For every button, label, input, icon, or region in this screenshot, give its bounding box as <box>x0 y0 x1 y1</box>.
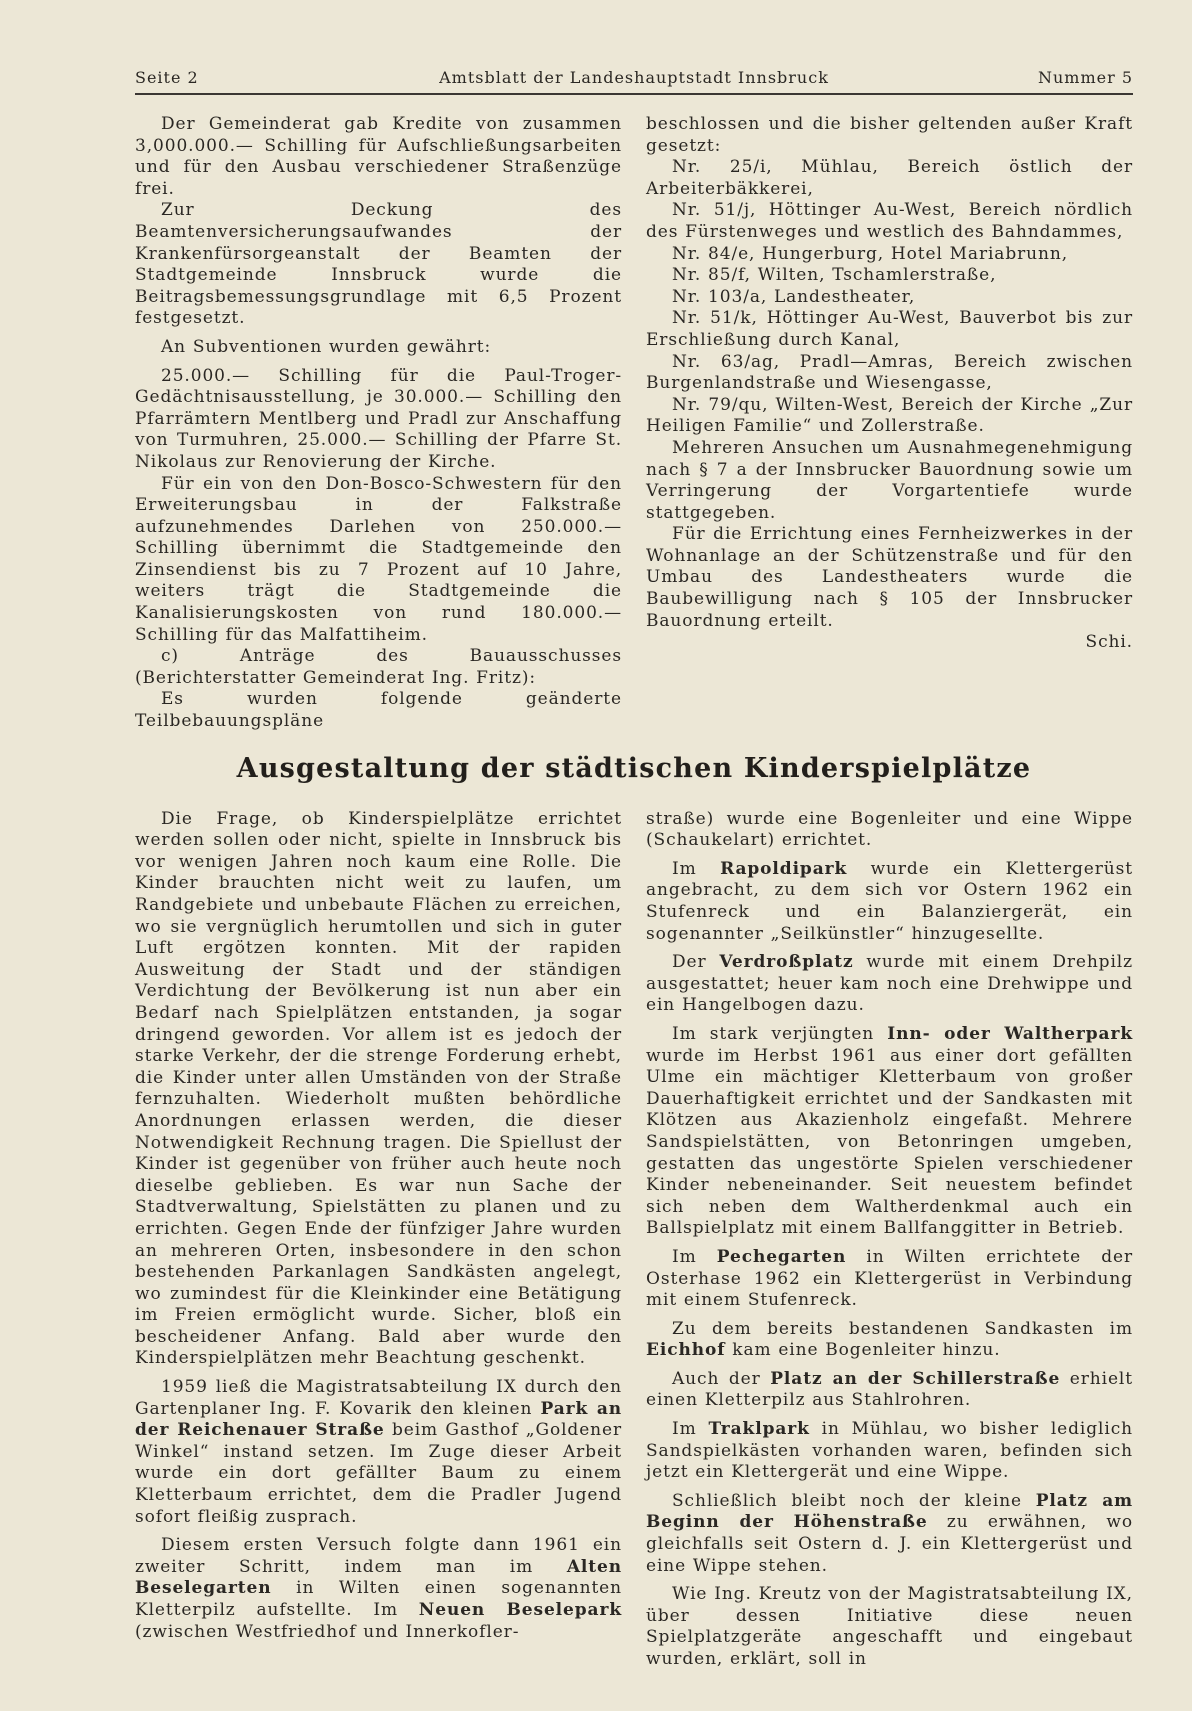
text-run: Schließlich bleibt noch der kleine <box>672 1490 1036 1511</box>
paragraph <box>135 1535 622 1643</box>
paragraph <box>646 308 1133 351</box>
paragraph <box>646 1319 1133 1362</box>
paragraph <box>646 1584 1133 1670</box>
paragraph <box>646 287 1133 309</box>
text-run: Der <box>672 952 720 973</box>
header-divider <box>135 93 1133 95</box>
text-run: Im <box>672 1246 717 1267</box>
text-run: Wie Ing. Kreutz von der Magistratsabteilung IX, über dessen Initiative diese neuen Spielplatzgeräte angeschafft und eingebaut wurden, erklärt, soll in <box>646 1584 1133 1669</box>
paragraph <box>135 689 622 732</box>
paragraph <box>646 952 1133 1017</box>
text-run: Im <box>672 858 721 879</box>
paragraph <box>646 1024 1133 1240</box>
article-column-right <box>646 809 1133 1671</box>
emphasized-place-name: Platz am Beginn der Höhenstraße <box>646 1490 1133 1533</box>
emphasized-place-name: Alten Beselegarten <box>135 1556 622 1599</box>
text-run: Es wurden folgende geänderte Teilbebauungspläne <box>135 689 622 732</box>
article-section <box>135 809 1133 1671</box>
paragraph <box>135 474 622 647</box>
text-run: Nr. 79/qu, Wilten-West, Bereich der Kirche „Zur Heiligen Familie“ und Zollerstraße. <box>646 394 1133 437</box>
issue-number: Nummer 5 <box>1037 68 1133 87</box>
paragraph <box>135 646 622 689</box>
paragraph <box>646 265 1133 287</box>
paragraph <box>646 524 1133 632</box>
page-number: Seite 2 <box>135 68 199 87</box>
text-run: Auch der <box>672 1368 771 1389</box>
council-minutes-section <box>135 114 1133 733</box>
emphasized-place-name: Platz an der Schillerstraße <box>770 1368 1061 1389</box>
emphasized-place-name: Pechegarten <box>716 1246 847 1267</box>
text-run: Nr. 84/e, Hungerburg, Hotel Mariabrunn, <box>672 243 1069 264</box>
paragraph <box>646 1247 1133 1312</box>
text-run: wurde im Herbst 1961 aus einer dort gefällten Ulme ein mächtiger Kletterbaum von großer Dauerhaftigkeit errichtet und der Sandkasten mit Klötzen aus Akazienholz eingefaßt. Mehrere Sandspielstätten, von Betonringen umgeben, gestatten das ungestörte Spielen verschiedener Kinder nebeneinander. Seit neuestem befindet sich neben dem Waltherdenkmal auch ein Ballspielplatz mit einem Ballfanggitter in Betrieb. <box>646 1045 1133 1239</box>
paragraph <box>135 337 622 359</box>
document-page <box>135 0 1133 1711</box>
paragraph <box>646 438 1133 524</box>
text-run: in Mühlau, wo bisher lediglich Sandspielkästen vorhanden waren, befinden sich jetzt ein Klettergerät und eine Wippe. <box>646 1419 1133 1483</box>
text-run: kam eine Bogenleiter hinzu. <box>725 1340 1001 1361</box>
text-run: straße) wurde eine Bogenleiter und eine Wippe (Schaukelart) errichtet. <box>646 808 1133 851</box>
text-run: Nr. 25/i, Mühlau, Bereich östlich der Arbeiterbäkkerei, <box>646 157 1133 199</box>
paragraph <box>646 859 1133 945</box>
paragraph <box>646 157 1133 200</box>
text-run: 1959 ließ die Magistratsabteilung IX durch den Gartenplaner Ing. F. Kovarik den kleinen <box>135 1377 622 1419</box>
text-run: Im stark verjüngten <box>672 1023 888 1044</box>
paragraph <box>646 200 1133 243</box>
publication-title: Amtsblatt der Landeshauptstadt Innsbruck <box>439 68 829 87</box>
text-run: Nr. 85/f, Wilten, Tschamlerstraße, <box>672 265 997 286</box>
text-run: in Wilten einen sogenannten Kletterpilz aufstellte. Im <box>135 1578 622 1620</box>
emphasized-place-name: Verdroßplatz <box>719 952 854 973</box>
emphasized-place-name: Eichhof <box>646 1340 726 1361</box>
text-run: wurde ein Klettergerüst angebracht, zu dem sich vor Ostern 1962 ein Stufenreck und ein Balanziergerät, ein sogenannter „Seilkünstler“ hinzugesellte. <box>646 858 1133 944</box>
text-run: Mehreren Ansuchen um Ausnahmegenehmigung nach § 7 a der Innsbrucker Bauordnung sowie um Verringerung der Vorgartentiefe wurde stattgegeben. <box>646 437 1133 523</box>
text-run: beim Gasthof „Goldener Winkel“ instand setzen. Im Zuge dieser Arbeit wurde ein dort gefällter Baum zu einem Kletterbaum errichtet, dem die Pradler Jugend sofort fleißig zusprach. <box>135 1420 622 1527</box>
text-run: beschlossen und die bisher geltenden außer Kraft gesetzt: <box>646 114 1133 156</box>
author-initials <box>646 632 1133 654</box>
paragraph <box>646 114 1133 157</box>
minutes-column-left <box>135 114 622 733</box>
text-run: in Wilten errichtete der Osterhase 1962 ein Klettergerüst in Verbindung mit einem Stufenreck. <box>646 1246 1133 1311</box>
paragraph <box>135 366 622 474</box>
text-run: zu erwähnen, wo gleichfalls seit Ostern d. J. ein Klettergerüst und eine Wippe stehen. <box>646 1512 1133 1576</box>
article-title: Ausgestaltung der städtischen Kinderspielplätze <box>236 752 1032 784</box>
text-run: 25.000.— Schilling für die Paul-Troger-Gedächtnisausstellung, je 30.000.— Schilling den Pfarrämtern Mentlberg und Pradl zur Anschaffung von Turmuhren, 25.000.— Schilling der Pfarre St. Nikolaus zur Renovierung der Kirche. <box>135 365 622 472</box>
text-run: Für ein von den Don-Bosco-Schwestern für den Erweiterungsbau in der Falkstraße aufzunehmendes Darlehen von 250.000.— Schilling übernimmt die Stadtgemeinde den Zinsendienst bis zu 7 Prozent auf 10 Jahre, weiters trägt die Stadtgemeinde die Kanalisierungskosten von rund 180.000.— Schilling für das Malfattiheim. <box>135 473 622 645</box>
text-run: Zur Deckung des Beamtenversicherungsaufwandes der Krankenfürsorgeanstalt der Beamten der Stadtgemeinde Innsbruck wurde die Beitragsbemessungsgrundlage mit 6,5 Prozent festgesetzt. <box>135 200 622 329</box>
text-run: Nr. 103/a, Landestheater, <box>672 286 916 307</box>
text-run: (zwischen Westfriedhof und Innerkofler- <box>135 1621 520 1642</box>
paragraph <box>646 1491 1133 1577</box>
text-run: Nr. 51/j, Höttinger Au-West, Bereich nördlich des Fürstenweges und westlich des Bahndammes, <box>646 200 1133 242</box>
paragraph <box>646 244 1133 266</box>
text-run: Nr. 51/k, Höttinger Au-West, Bauverbot bis zur Erschließung durch Kanal, <box>646 308 1133 350</box>
emphasized-place-name: Inn- oder Waltherpark <box>887 1023 1133 1044</box>
paragraph <box>646 809 1133 852</box>
paragraph <box>646 1419 1133 1484</box>
text-run: Nr. 63/ag, Pradl—Amras, Bereich zwischen Burgenlandstraße und Wiesengasse, <box>646 351 1133 394</box>
paragraph <box>646 395 1133 438</box>
text-run: c) Anträge des Bauausschusses (Berichterstatter Gemeinderat Ing. Fritz): <box>135 646 622 688</box>
paragraph <box>135 200 622 330</box>
emphasized-place-name: Rapoldipark <box>720 858 848 879</box>
text-run: Die Frage, ob Kinderspielplätze errichtet werden sollen oder nicht, spielte in Innsbruck bis vor wenigen Jahren noch kaum eine Rolle. Die Kinder brauchten nicht weit zu laufen, um Randgebiete und unbebaute Flächen zu erreichen, wo sie vergnüglich herumtollen und sich in guter Luft ergötzen konnten. Mit der rapiden Ausweitung der Stadt und der ständigen Verdichtung der Bevölkerung ist nun aber ein Bedarf nach Spielplätzen entstanden, ja sogar dringend geworden. Vor allem ist es jedoch der starke Verkehr, der die strenge Forderung erhebt, die Kinder unter allen Umständen von der Straße fernzuhalten. Wiederholt mußten behördliche Anordnungen erlassen werden, die dieser Notwendigkeit Rechnung tragen. Die Spiellust der Kinder ist gegenüber von früher auch heute noch dieselbe geblieben. Es war nun Sache der Stadtverwaltung, Spielstätten zu planen und zu errichten. Gegen Ende der fünfziger Jahre wurden an mehreren Orten, insbesondere in den schon bestehenden Parkanlagen Sandkästen angelegt, wo zumindest für die Kleinkinder eine Betätigung im Freien ermöglicht wurde. Sicher, bloß ein bescheidener Anfang. Bald aber wurde den Kinderspielplätzen mehr Beachtung geschenkt. <box>135 808 622 1369</box>
emphasized-place-name: Traklpark <box>708 1419 810 1440</box>
text-run: Im <box>672 1419 709 1440</box>
text-run: Für die Errichtung eines Fernheizwerkes in der Wohnanlage an der Schützenstraße und für den Umbau des Landestheaters wurde die Baubewilligung nach § 105 der Innsbrucker Bauordnung erteilt. <box>646 524 1133 631</box>
text-run: Der Gemeinderat gab Kredite von zusammen 3,000.000.— Schilling für Aufschließungsarbeiten und für den Ausbau verschiedener Straßenzüge frei. <box>135 114 622 199</box>
emphasized-place-name: Neuen Beselepark <box>418 1600 622 1620</box>
paragraph <box>646 1369 1133 1412</box>
text-run: wurde mit einem Drehpilz ausgestattet; heuer kam noch eine Drehwippe und ein Hangelbogen dazu. <box>646 952 1133 1016</box>
paragraph <box>135 809 622 1370</box>
text-run: Diesem ersten Versuch folgte dann 1961 ein zweiter Schritt, indem man im <box>135 1535 622 1577</box>
paragraph <box>646 352 1133 395</box>
text-run: Schi. <box>1085 632 1133 653</box>
paragraph <box>135 114 622 200</box>
emphasized-place-name: Park an der Reichenauer Straße <box>135 1398 623 1441</box>
text-run: Zu dem bereits bestandenen Sandkasten im <box>672 1318 1133 1339</box>
text-run: An Subventionen wurden gewährt: <box>161 336 492 357</box>
minutes-column-right <box>646 114 1133 654</box>
page-header <box>135 66 1133 92</box>
article-column-left <box>135 809 622 1644</box>
paragraph <box>135 1377 622 1528</box>
text-run: erhielt einen Kletterpilz aus Stahlrohren. <box>646 1368 1133 1411</box>
